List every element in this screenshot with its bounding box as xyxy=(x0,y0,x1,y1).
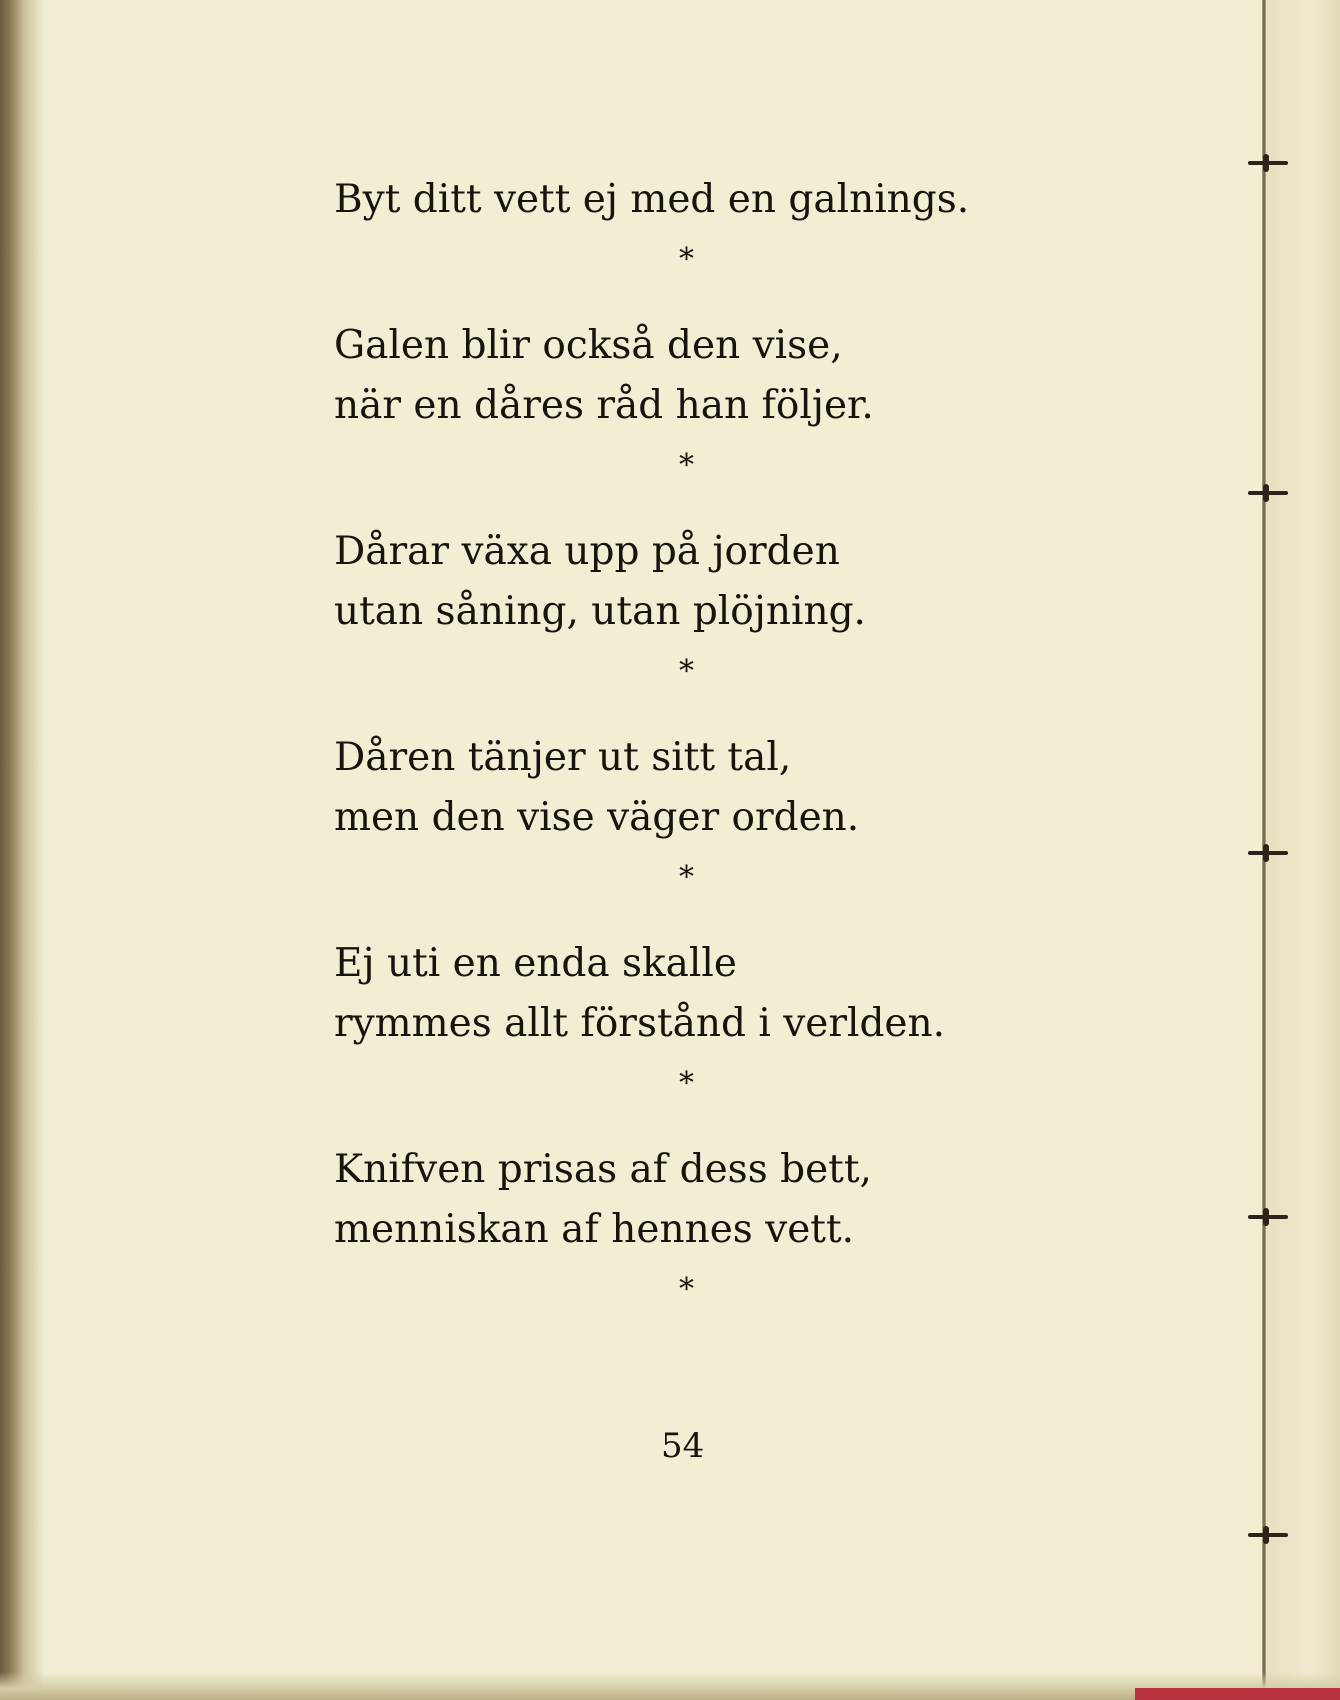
verse-line: rymmes allt förstånd i verlden. xyxy=(334,1001,946,1046)
verse-line: Knifven prisas af dess bett, xyxy=(334,1147,872,1192)
verse-line: Ej uti en enda skalle xyxy=(334,941,737,986)
verse-line: Dåren tänjer ut sitt tal, xyxy=(334,735,792,780)
verse-line: menniskan af hennes vett. xyxy=(334,1207,855,1252)
binding-thread-mark xyxy=(1248,1212,1288,1222)
verse-separator: * xyxy=(679,448,694,483)
red-cover-corner xyxy=(1135,1688,1340,1700)
verse-line: utan såning, utan plöjning. xyxy=(334,589,866,634)
binding-thread-mark xyxy=(1248,488,1288,498)
verse-separator: * xyxy=(679,242,694,277)
verse-line: när en dåres råd han följer. xyxy=(334,383,874,428)
verse-line: Galen blir också den vise, xyxy=(334,323,843,368)
verse-separator: * xyxy=(679,860,694,895)
verse-line: Dårar växa upp på jorden xyxy=(334,529,840,574)
verse-separator: * xyxy=(679,1066,694,1101)
verse-line: men den vise väger orden. xyxy=(334,795,860,840)
page-number: 54 xyxy=(661,1426,705,1466)
verse-line: Byt ditt vett ej med en galnings. xyxy=(334,177,970,222)
binding-thread-mark xyxy=(1248,1530,1288,1540)
binding-thread-mark xyxy=(1248,158,1288,168)
poem-body xyxy=(334,170,1094,1320)
verse-separator: * xyxy=(679,654,694,689)
verse-separator: * xyxy=(679,1272,694,1307)
binding-thread-mark xyxy=(1248,848,1288,858)
